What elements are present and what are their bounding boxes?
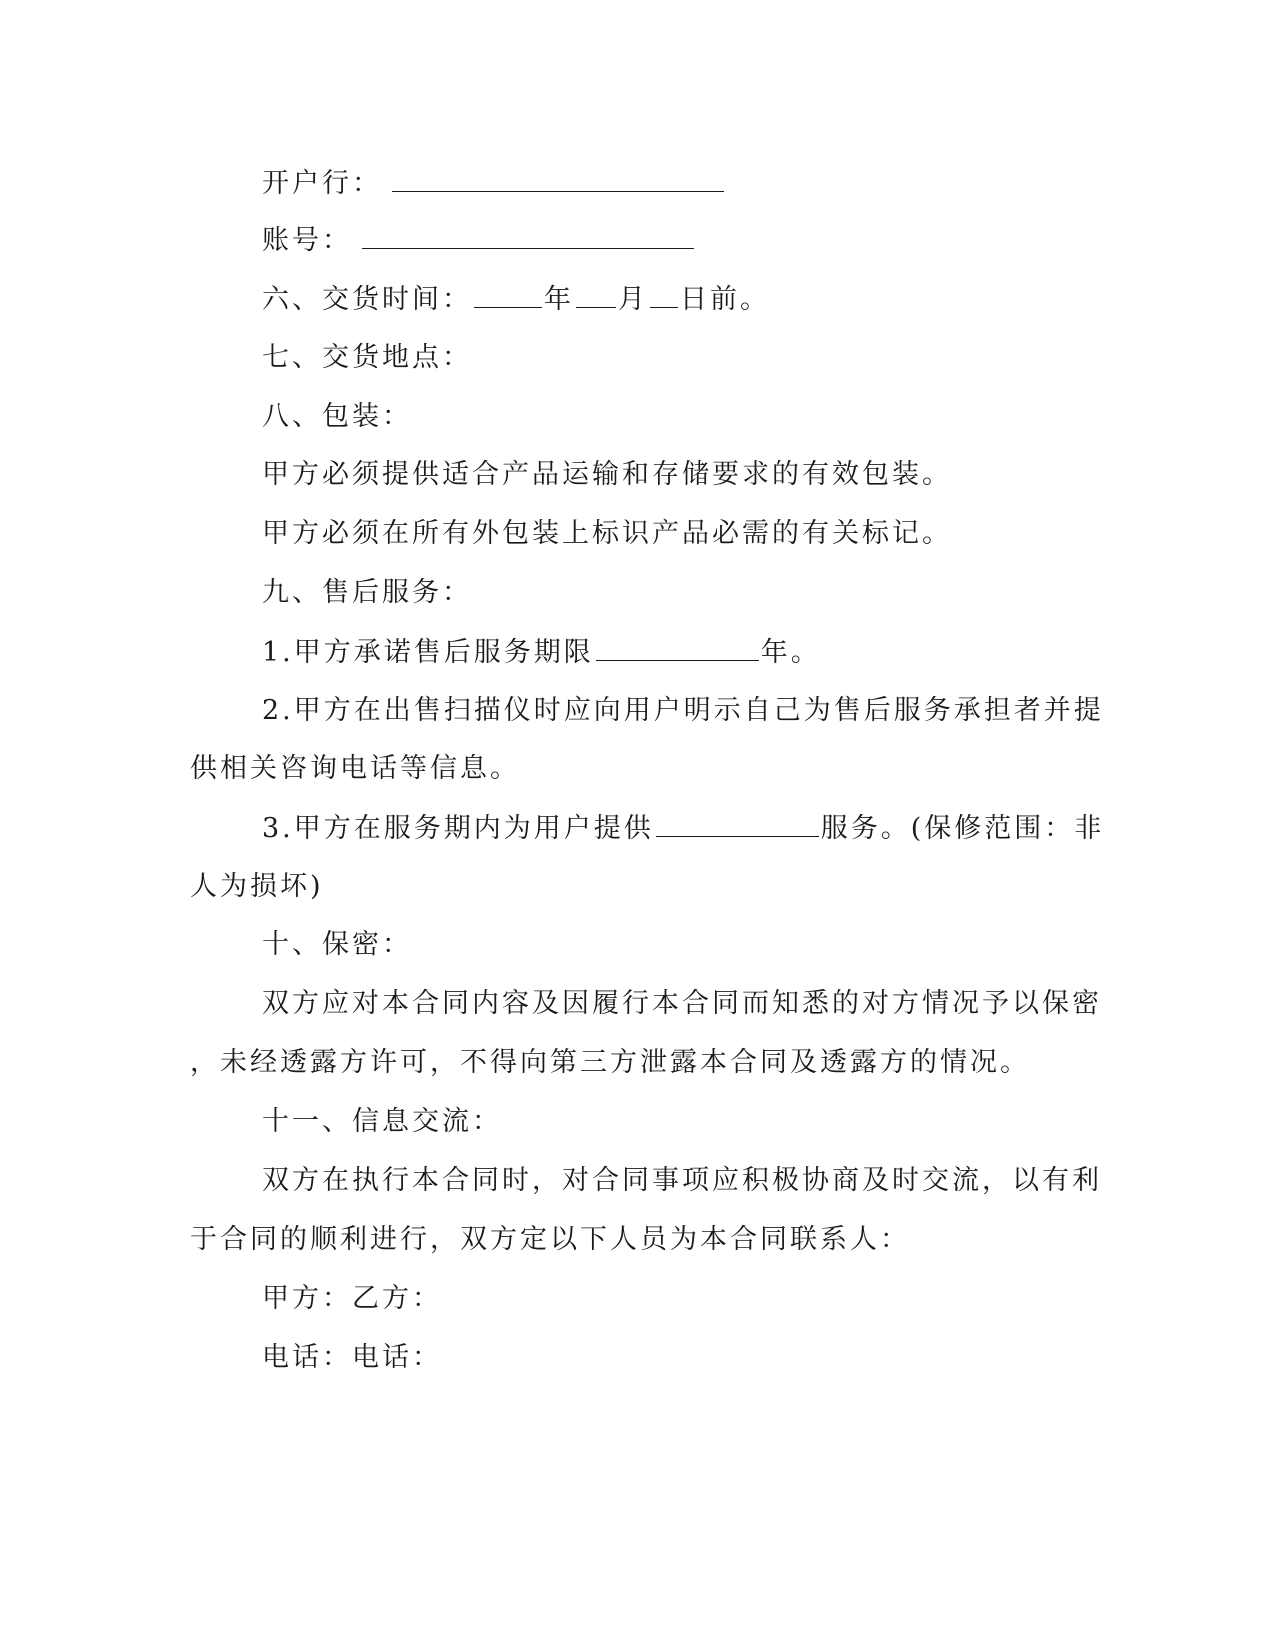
after-sales-item1: [262, 634, 1152, 671]
after-sales-item2-line1: 2.甲方在出售扫描仪时应向用户明示自己为售后服务承担者并提: [262, 695, 1104, 726]
communication-heading: 十一、信息交流：: [262, 1106, 502, 1137]
contact-phones: 电话：电话：: [262, 1342, 442, 1373]
day-blank: [650, 281, 678, 308]
contact-parties: 甲方：乙方：: [262, 1283, 442, 1314]
account-label: 账号：: [262, 225, 352, 256]
month-label: 月: [618, 284, 648, 315]
account-line: [262, 222, 1152, 259]
packaging-p2: 甲方必须在所有外包装上标识产品必需的有关标记。: [262, 518, 952, 549]
bank-label: 开户行：: [262, 168, 382, 199]
communication-line2: 于合同的顺利进行，双方定以下人员为本合同联系人：: [190, 1224, 910, 1255]
confidentiality-heading: 十、保密：: [262, 929, 412, 960]
delivery-time-label: 六、交货时间：: [262, 284, 472, 315]
month-blank: [576, 281, 616, 308]
service-type-blank: [656, 810, 819, 837]
item1-prefix: 1.甲方承诺售后服务期限: [262, 637, 594, 668]
year-blank: [474, 281, 542, 308]
item3-prefix: 3.甲方在服务期内为用户提供: [262, 813, 654, 844]
confidentiality-line1: 双方应对本合同内容及因履行本合同而知悉的对方情况予以保密: [262, 988, 1102, 1019]
item3-suffix: 服务。(保修范围：非: [820, 813, 1105, 844]
confidentiality-line2: ，未经透露方许可，不得向第三方泄露本合同及透露方的情况。: [190, 1047, 1030, 1078]
after-sales-item3-line2: 人为损坏): [190, 871, 324, 902]
bank-line: [262, 165, 1152, 202]
service-period-blank: [596, 634, 759, 661]
account-blank: [362, 222, 694, 249]
item1-suffix: 年。: [760, 637, 821, 668]
delivery-place-line: 七、交货地点：: [262, 342, 472, 373]
bank-blank: [392, 165, 724, 192]
after-sales-item2-line2: 供相关咨询电话等信息。: [190, 753, 520, 784]
communication-line1: 双方在执行本合同时，对合同事项应积极协商及时交流，以有利: [262, 1165, 1102, 1196]
delivery-time-line: [262, 281, 1152, 318]
year-label: 年: [544, 284, 574, 315]
after-sales-heading: 九、售后服务：: [262, 577, 472, 608]
packaging-heading: 八、包装：: [262, 401, 412, 432]
packaging-p1: 甲方必须提供适合产品运输和存储要求的有效包装。: [262, 459, 952, 490]
day-label: 日前。: [680, 284, 770, 315]
after-sales-item3: [262, 810, 1152, 847]
